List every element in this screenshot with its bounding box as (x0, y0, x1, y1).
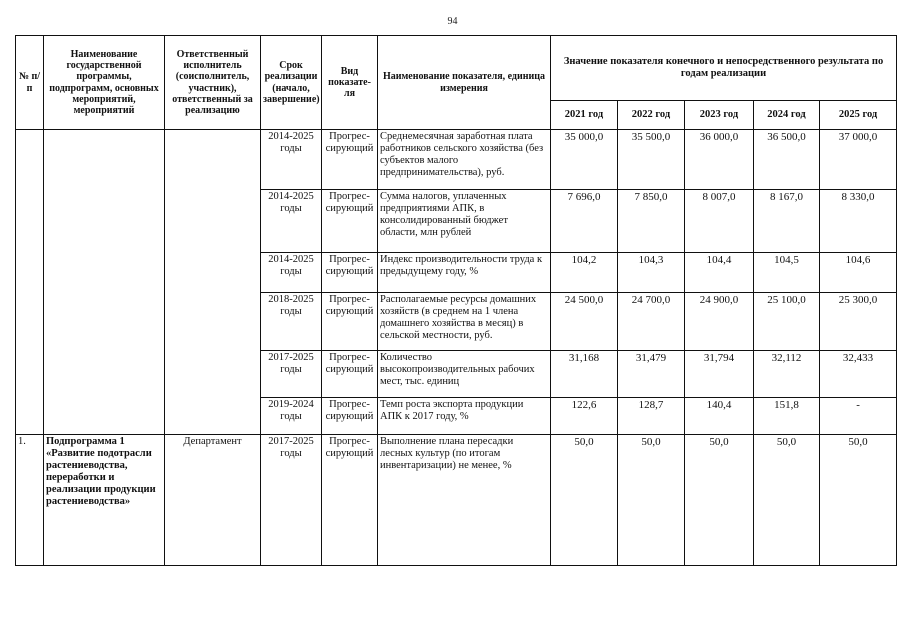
cell-value-2024: 25 100,0 (754, 293, 820, 351)
header-year-2022: 2022 год (618, 101, 685, 130)
cell-value-2021: 122,6 (551, 398, 618, 435)
indicators-table (15, 35, 897, 566)
cell-value-2021: 104,2 (551, 253, 618, 293)
cell-indicator: Сумма налогов, уплаченных предприятиями АПК, в консолидированный бюджет области, млн рублей (378, 190, 551, 253)
header-values-group: Значение показателя конечного и непосредственного результата по годам реализации (551, 36, 897, 101)
cell-value-2024: 151,8 (754, 398, 820, 435)
header-indicator: Наименование показателя, единица измерения (378, 36, 551, 130)
cell-indicator: Выполнение плана пересадки лесных культур (по итогам инвентаризации) не менее, % (378, 435, 551, 566)
header-year-2025: 2025 год (820, 101, 897, 130)
cell-value-2021: 31,168 (551, 351, 618, 398)
cell-period: 2014-2025 годы (261, 130, 322, 190)
cell-type: Прогрес-сирующий (322, 435, 378, 566)
cell-period: 2014-2025 годы (261, 253, 322, 293)
cell-type: Прогрес-сирующий (322, 253, 378, 293)
header-type: Вид показате-ля (322, 36, 378, 130)
cell-period: 2017-2025 годы (261, 351, 322, 398)
cell-value-2023: 24 900,0 (685, 293, 754, 351)
cell-num: 1. (16, 435, 44, 566)
cell-name-empty (44, 130, 165, 435)
cell-period: 2017-2025 годы (261, 435, 322, 566)
cell-value-2023: 140,4 (685, 398, 754, 435)
cell-value-2022: 7 850,0 (618, 190, 685, 253)
cell-value-2021: 7 696,0 (551, 190, 618, 253)
cell-value-2025: 104,6 (820, 253, 897, 293)
cell-period: 2014-2025 годы (261, 190, 322, 253)
cell-type: Прогрес-сирующий (322, 293, 378, 351)
header-num: № п/п (16, 36, 44, 130)
header-executor: Ответственный исполнитель (соисполнитель, участник), ответственный за реализацию (165, 36, 261, 130)
cell-value-2024: 8 167,0 (754, 190, 820, 253)
cell-executor-empty (165, 130, 261, 435)
cell-indicator: Индекс производительности труда к предыдущему году, % (378, 253, 551, 293)
cell-value-2022: 35 500,0 (618, 130, 685, 190)
cell-value-2021: 24 500,0 (551, 293, 618, 351)
cell-value-2021: 50,0 (551, 435, 618, 566)
cell-period: 2018-2025 годы (261, 293, 322, 351)
cell-num-empty (16, 130, 44, 435)
cell-value-2025: - (820, 398, 897, 435)
header-name: Наименование государственной программы, подпрограмм, основных мероприятий, мероприятий (44, 36, 165, 130)
cell-type: Прогрес-сирующий (322, 351, 378, 398)
cell-period: 2019-2024 годы (261, 398, 322, 435)
cell-value-2023: 104,4 (685, 253, 754, 293)
cell-value-2022: 31,479 (618, 351, 685, 398)
cell-value-2022: 50,0 (618, 435, 685, 566)
cell-value-2023: 8 007,0 (685, 190, 754, 253)
cell-value-2025: 25 300,0 (820, 293, 897, 351)
header-period: Срок реализации (начало, завершение) (261, 36, 322, 130)
cell-indicator: Темп роста экспорта продукции АПК к 2017 году, % (378, 398, 551, 435)
cell-value-2024: 36 500,0 (754, 130, 820, 190)
cell-indicator: Среднемесячная заработная плата работников сельского хозяйства (без субъектов малого предпринимательства), руб. (378, 130, 551, 190)
table-row-subprogram (16, 435, 897, 566)
cell-value-2022: 24 700,0 (618, 293, 685, 351)
cell-value-2021: 35 000,0 (551, 130, 618, 190)
table-row (16, 130, 897, 190)
cell-value-2023: 36 000,0 (685, 130, 754, 190)
cell-value-2025: 32,433 (820, 351, 897, 398)
cell-value-2024: 32,112 (754, 351, 820, 398)
header-year-2023: 2023 год (685, 101, 754, 130)
cell-value-2025: 8 330,0 (820, 190, 897, 253)
cell-type: Прогрес-сирующий (322, 130, 378, 190)
cell-value-2022: 104,3 (618, 253, 685, 293)
cell-value-2024: 104,5 (754, 253, 820, 293)
cell-value-2022: 128,7 (618, 398, 685, 435)
cell-indicator: Количество высокопроизводительных рабочих мест, тыс. единиц (378, 351, 551, 398)
cell-type: Прогрес-сирующий (322, 398, 378, 435)
cell-executor: Департамент (165, 435, 261, 566)
cell-subprogram-name: Подпрограмма 1 «Развитие подотрасли растениеводства, переработки и реализации продукции растениеводства» (44, 435, 165, 566)
cell-type: Прогрес-сирующий (322, 190, 378, 253)
cell-indicator: Располагаемые ресурсы домашних хозяйств (в среднем на 1 члена домашнего хозяйства в месяц) в сельской местности, руб. (378, 293, 551, 351)
header-year-2024: 2024 год (754, 101, 820, 130)
header-year-2021: 2021 год (551, 101, 618, 130)
cell-value-2024: 50,0 (754, 435, 820, 566)
page-number: 94 (447, 16, 458, 27)
cell-value-2023: 50,0 (685, 435, 754, 566)
cell-value-2023: 31,794 (685, 351, 754, 398)
cell-value-2025: 50,0 (820, 435, 897, 566)
cell-value-2025: 37 000,0 (820, 130, 897, 190)
